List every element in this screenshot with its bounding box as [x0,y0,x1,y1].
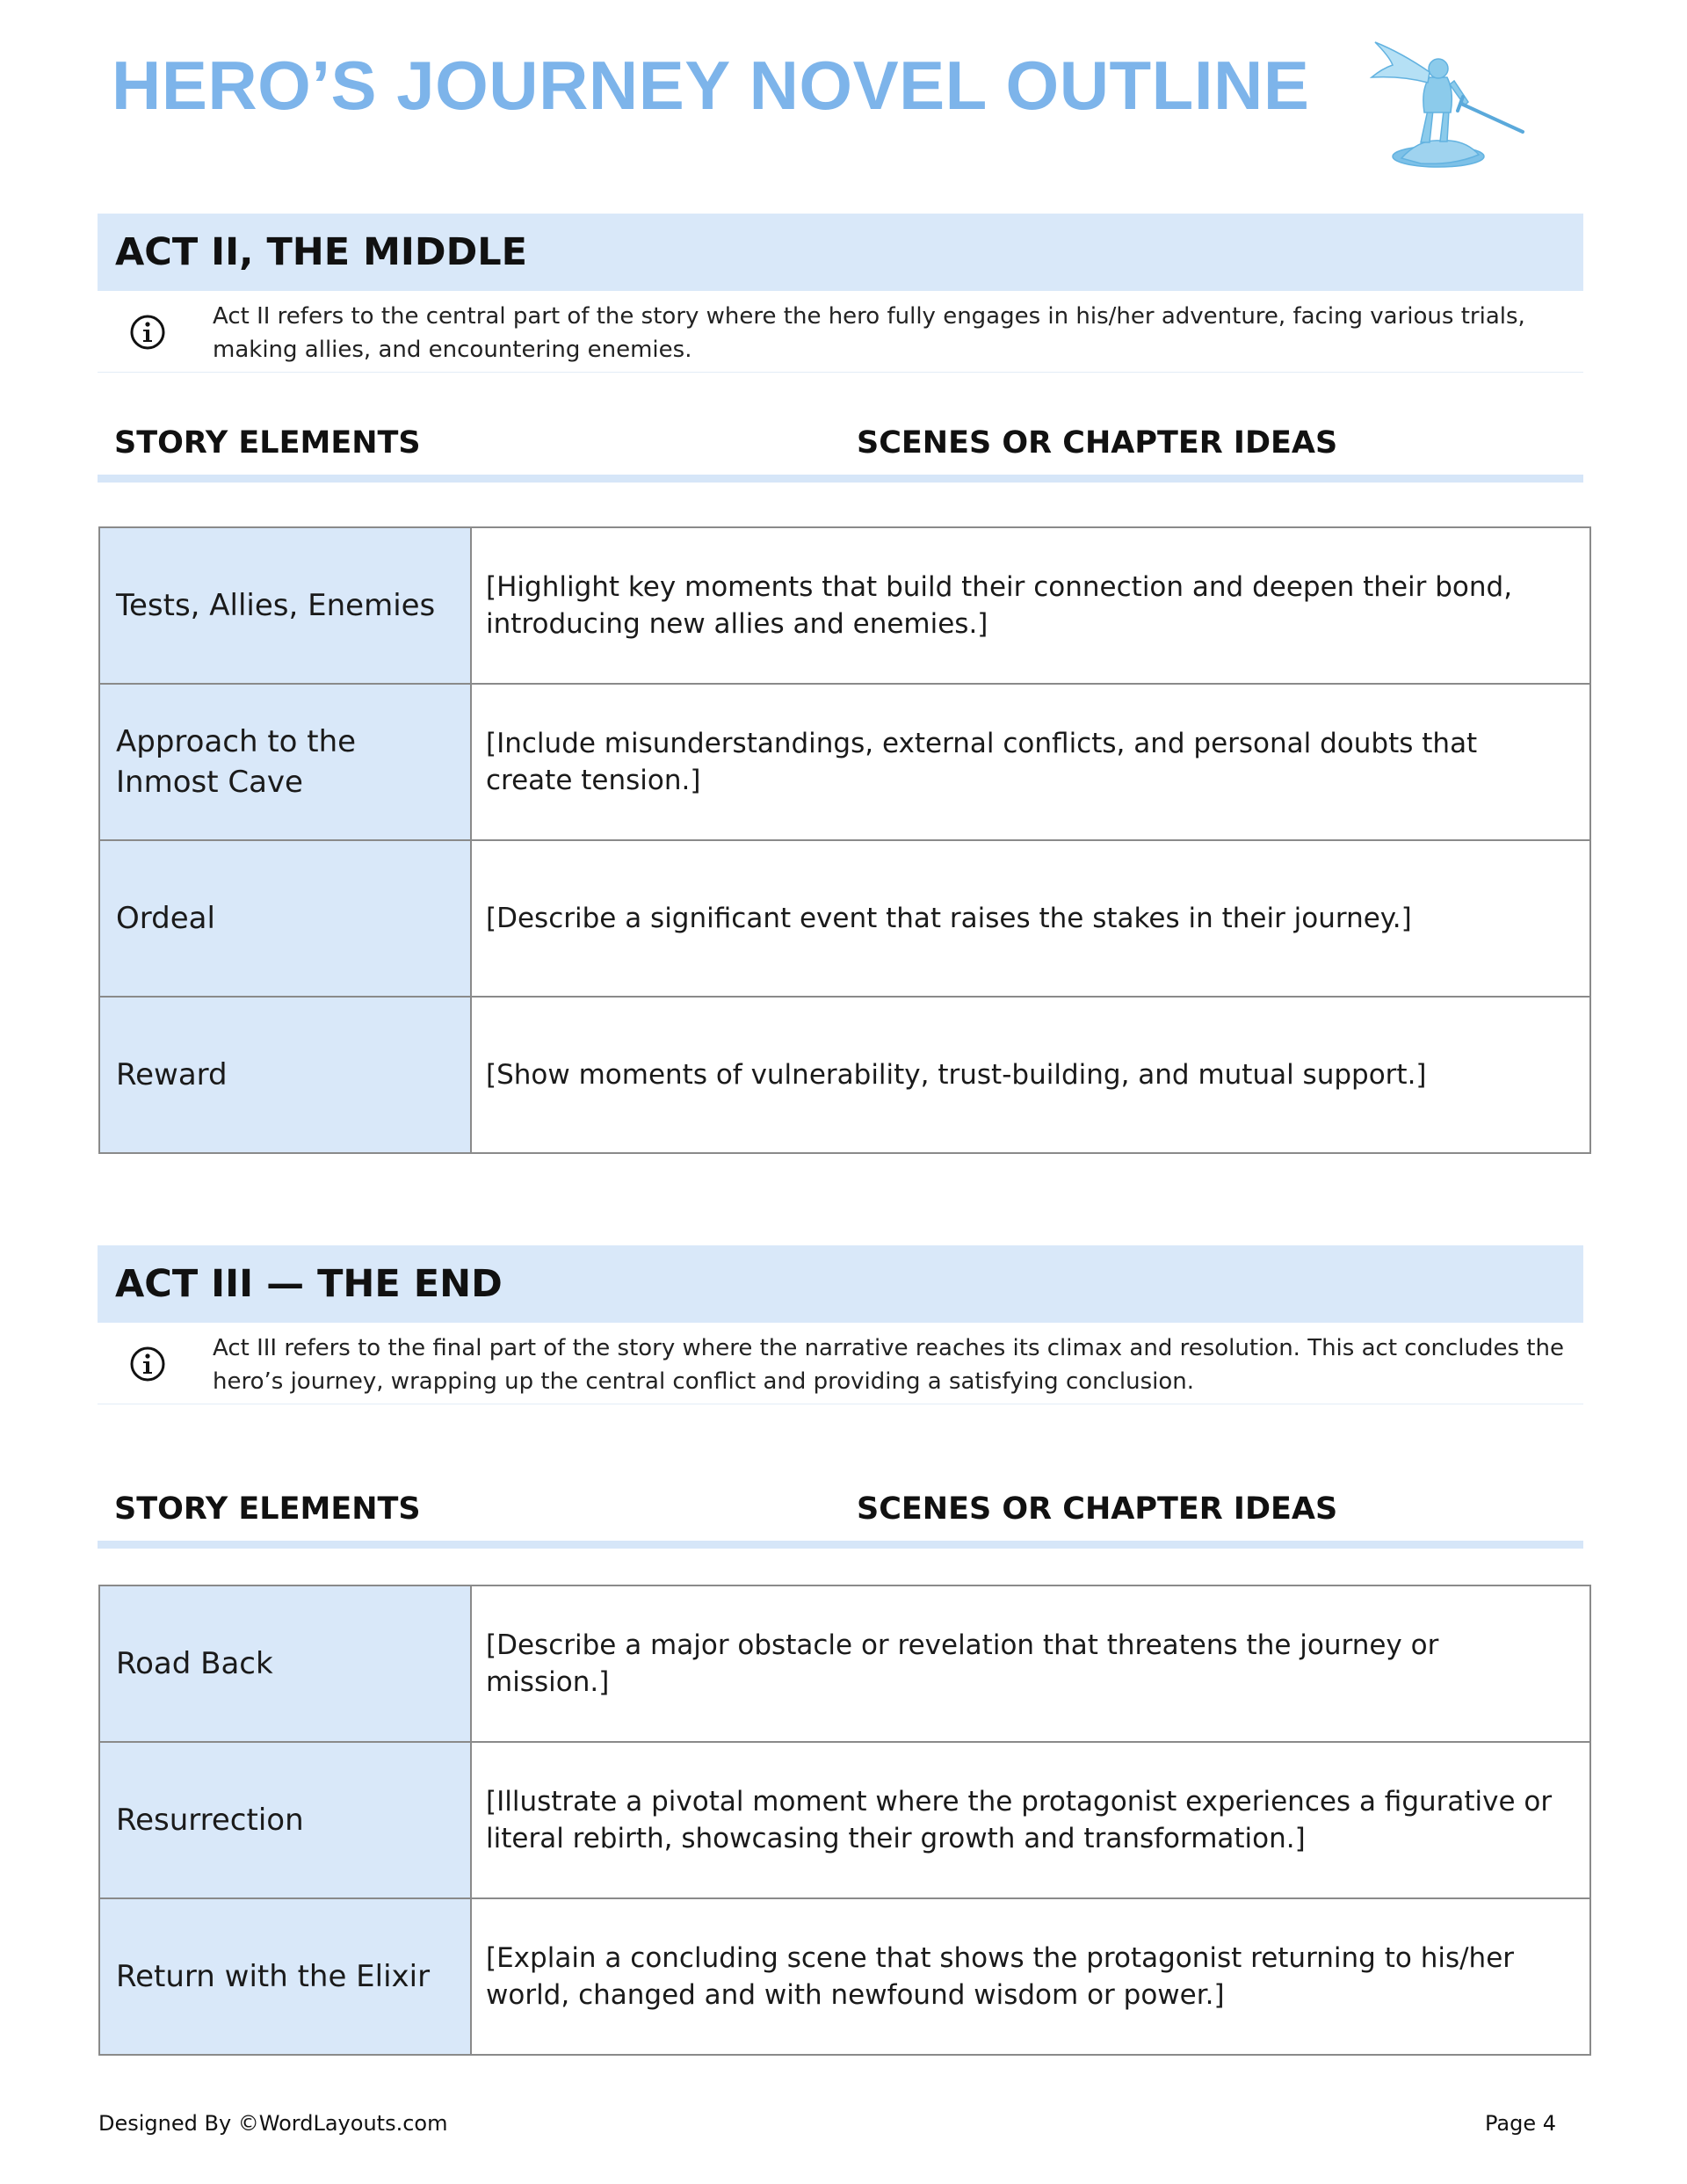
table-row [99,1585,1590,1742]
table-row [99,1742,1590,1898]
act2-info [98,291,1583,373]
table-row [99,1898,1590,2055]
info-icon [129,314,166,351]
page-number: Page 4 [1485,2111,1556,2136]
chapter-idea[interactable]: [Describe a major obstacle or revelation that threatens the journey or mission.] [471,1585,1590,1742]
footer-credit: Designed By ©WordLayouts.com [98,2111,448,2136]
table-row [99,527,1590,684]
table-row [99,684,1590,840]
story-element: Return with the Elixir [99,1898,471,2055]
story-elements-header: STORY ELEMENTS [114,1491,421,1527]
chapter-idea[interactable]: [Include misunderstandings, external conflicts, and personal doubts that create tension.] [471,684,1590,840]
chapter-idea[interactable]: [Describe a significant event that raises the stakes in their journey.] [471,840,1590,997]
table-row [99,997,1590,1153]
chapter-idea[interactable]: [Highlight key moments that build their connection and deepen their bond, introducing new allies and enemies.] [471,527,1590,684]
page-title: HERO’S JOURNEY NOVEL OUTLINE [112,47,1310,124]
info-icon [129,1346,166,1382]
act2-section [98,214,1583,373]
act2-heading: ACT II, THE MIDDLE [98,214,1583,291]
scenes-ideas-header: SCENES OR CHAPTER IDEAS [857,1491,1338,1527]
story-element: Tests, Allies, Enemies [99,527,471,684]
act3-section [98,1245,1583,1404]
table-row [99,840,1590,997]
act2-table [98,526,1591,1154]
act3-column-headers [98,1491,1583,1549]
story-element: Reward [99,997,471,1153]
story-element: Resurrection [99,1742,471,1898]
chapter-idea[interactable]: [Explain a concluding scene that shows the protagonist returning to his/her world, changed and with newfound wisdom or power.] [471,1898,1590,2055]
scenes-ideas-header: SCENES OR CHAPTER IDEAS [857,425,1338,461]
act3-heading: ACT III — THE END [98,1245,1583,1323]
chapter-idea[interactable]: [Illustrate a pivotal moment where the protagonist experiences a figurative or literal rebirth, showcasing their growth and transformation.] [471,1742,1590,1898]
act3-table [98,1585,1591,2056]
hero-with-sword-icon [1366,26,1533,171]
act3-info-text: Act III refers to the final part of the story where the narrative reaches its climax and resolution. This act concludes the hero’s journey, wrapping up the central conflict and providing a satisfying conclusion. [213,1335,1564,1395]
act2-info-text: Act II refers to the central part of the story where the hero fully engages in his/her adventure, facing various trials, making allies, and encountering enemies. [213,303,1525,363]
story-element: Road Back [99,1585,471,1742]
story-elements-header: STORY ELEMENTS [114,425,421,461]
chapter-idea[interactable]: [Show moments of vulnerability, trust-building, and mutual support.] [471,997,1590,1153]
story-element: Approach to the Inmost Cave [99,684,471,840]
story-element: Ordeal [99,840,471,997]
act3-info [98,1323,1583,1404]
act2-column-headers [98,425,1583,483]
